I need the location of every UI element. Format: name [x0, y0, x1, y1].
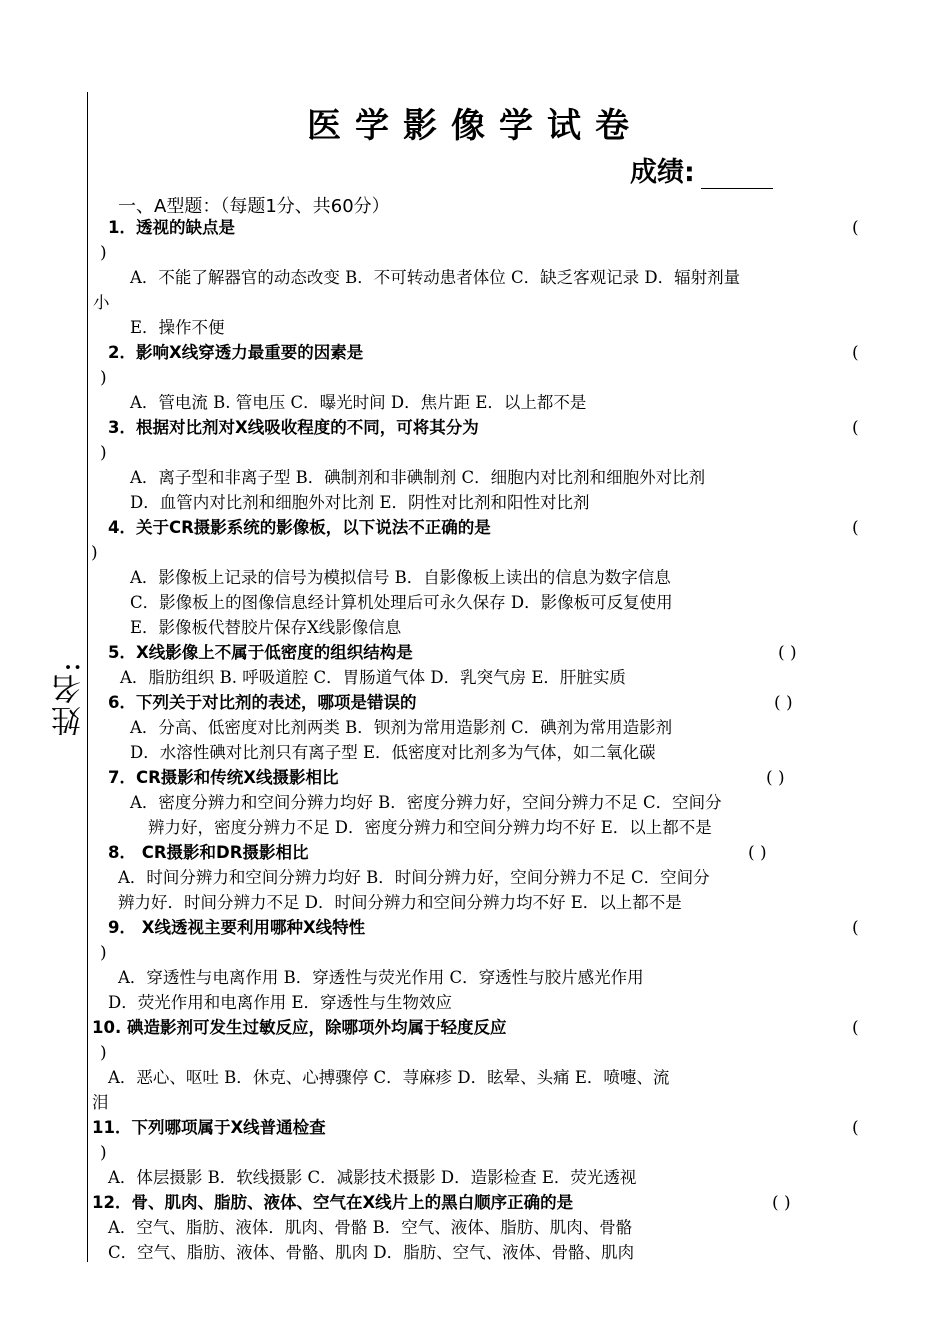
question-2: 2．影响X线穿透力最重要的因素是 [108, 343, 364, 362]
question-4-options-a-b: A．影像板上记录的信号为模拟信号 B．自影像板上读出的信息为数字信息 [130, 568, 671, 587]
question-1-option-e: E．操作不便 [130, 318, 225, 337]
answer-paren-close-4: ) [91, 543, 98, 563]
answer-paren-7: ( ) [766, 768, 785, 788]
score-field [630, 150, 773, 189]
question-1-options-wrap: 小 [93, 293, 110, 312]
question-12: 12．骨、肌肉、脂肪、液体、空气在X线片上的黑白顺序正确的是 [92, 1193, 574, 1212]
answer-paren-close-1: ) [100, 243, 107, 263]
question-3: 3．根据对比剂对X线吸收程度的不同，可将其分为 [108, 418, 479, 437]
answer-paren-open-10: ( [852, 1018, 859, 1038]
section-heading: 一、A型题：（每题1分、共60分） [118, 196, 390, 217]
question-7-options-line1: A．密度分辨力和空间分辨力均好 B．密度分辨力好，空间分辨力不足 C．空间分 [130, 793, 722, 812]
answer-paren-open-1: ( [852, 218, 859, 238]
answer-paren-12: ( ) [772, 1193, 791, 1213]
question-11-options: A．体层摄影 B．软线摄影 C．减影技术摄影 D．造影检查 E．荧光透视 [108, 1168, 637, 1187]
question-6-options-d-e: D．水溶性碘对比剂只有离子型 E．低密度对比剂多为气体，如二氧化碳 [130, 743, 656, 762]
answer-paren-5: ( ) [778, 643, 797, 663]
answer-paren-open-9: ( [852, 918, 859, 938]
question-12-options-c-d: C．空气、脂肪、液体、骨骼、肌肉 D．脂肪、空气、液体、骨骼、肌肉 [108, 1243, 635, 1262]
question-12-options-a-b: A．空气、脂肪、液体．肌肉、骨骼 B．空气、液体、脂肪、肌肉、骨骼 [108, 1218, 633, 1237]
question-5: 5．X线影像上不属于低密度的组织结构是 [108, 643, 413, 662]
question-9-options-a-c: A．穿透性与电离作用 B．穿透性与荧光作用 C．穿透性与胶片感光作用 [118, 968, 644, 987]
question-6: 6．下列关于对比剂的表述，哪项是错误的 [108, 693, 417, 712]
answer-paren-close-3: ) [100, 443, 107, 463]
question-10-options-wrap: 泪 [92, 1093, 109, 1112]
question-3-options-a-c: A．离子型和非离子型 B．碘制剂和非碘制剂 C．细胞内对比剂和细胞外对比剂 [130, 468, 706, 487]
name-field-label: 姓名: [52, 660, 87, 737]
question-4-options-c-d: C．影像板上的图像信息经计算机处理后可永久保存 D．影像板可反复使用 [130, 593, 673, 612]
question-7: 7．CR摄影和传统X线摄影相比 [108, 768, 339, 787]
exam-title: 医学影像学试卷 [307, 106, 643, 146]
score-label: 成绩: [630, 157, 695, 188]
question-10: 10. 碘造影剂可发生过敏反应，除哪项外均属于轻度反应 [92, 1018, 507, 1037]
answer-paren-close-2: ) [100, 368, 107, 388]
answer-paren-close-10: ) [100, 1043, 107, 1063]
question-4-option-e: E．影像板代替胶片保存X线影像信息 [130, 618, 402, 637]
question-8: 8． CR摄影和DR摄影相比 [108, 843, 309, 862]
question-2-options: A．管电流 B. 管电压 C．曝光时间 D．焦片距 E．以上都不是 [130, 393, 587, 412]
question-3-options-d-e: D．血管内对比剂和细胞外对比剂 E．阴性对比剂和阳性对比剂 [130, 493, 590, 512]
question-6-options-a-c: A．分高、低密度对比剂两类 B．钡剂为常用造影剂 C．碘剂为常用造影剂 [130, 718, 673, 737]
question-10-options: A．恶心、呕吐 B．休克、心搏骤停 C．荨麻疹 D．眩晕、头痛 E．喷嚏、流 [108, 1068, 670, 1087]
question-9-options-d-e: D．荧光作用和电离作用 E．穿透性与生物效应 [108, 993, 453, 1012]
answer-paren-open-3: ( [852, 418, 859, 438]
question-5-options: A．脂肪组织 B. 呼吸道腔 C．胃肠道气体 D．乳突气房 E．肝脏实质 [120, 668, 626, 687]
question-8-options-line1: A．时间分辨力和空间分辨力均好 B．时间分辨力好，空间分辨力不足 C．空间分 [118, 868, 710, 887]
question-7-options-line2: 辨力好，密度分辨力不足 D．密度分辨力和空间分辨力均不好 E．以上都不是 [148, 818, 712, 837]
answer-paren-close-11: ) [100, 1143, 107, 1163]
answer-paren-open-11: ( [852, 1118, 859, 1138]
question-1-options-a-d: A．不能了解器官的动态改变 B．不可转动患者体位 C．缺乏客观记录 D．辐射剂量 [130, 268, 741, 287]
answer-paren-close-9: ) [100, 943, 107, 963]
question-8-options-line2: 辨力好．时间分辨力不足 D．时间分辨力和空间分辨力均不好 E．以上都不是 [118, 893, 682, 912]
answer-paren-open-2: ( [852, 343, 859, 363]
question-4: 4．关于CR摄影系统的影像板，以下说法不正确的是 [108, 518, 491, 537]
question-1: 1．透视的缺点是 [108, 218, 235, 237]
score-blank[interactable] [701, 162, 773, 189]
question-11: 11．下列哪项属于X线普通检查 [92, 1118, 326, 1137]
question-9: 9． X线透视主要利用哪种X线特性 [108, 918, 366, 937]
answer-paren-open-4: ( [852, 518, 859, 538]
answer-paren-6: ( ) [774, 693, 793, 713]
answer-paren-8: ( ) [748, 843, 767, 863]
